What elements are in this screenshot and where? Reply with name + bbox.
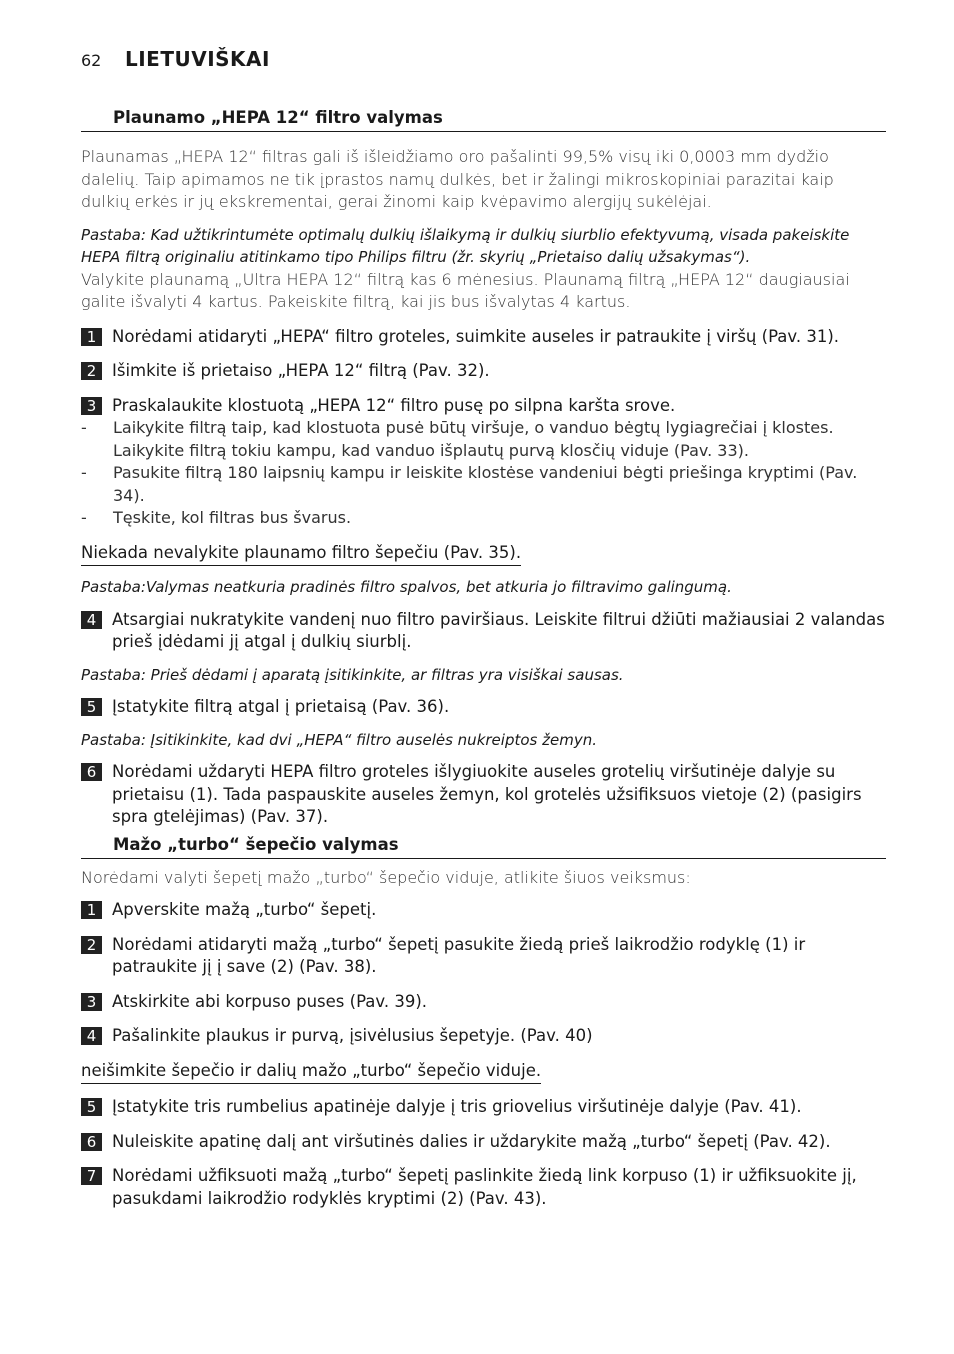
bullet-text: Laikykite filtrą taip, kad klostuota pusė būtų viršuje, o vanduo bėgtų lygiagrečiai į klostes. Laikykite filtrą tokiu kampu, kad vanduo išplautų purvą klosčių viduje (Pav. 33). xyxy=(113,418,834,460)
step-item xyxy=(81,1131,886,1154)
step-number: 3 xyxy=(81,993,102,1011)
step-item xyxy=(81,326,886,349)
step-item xyxy=(81,696,886,719)
step-number: 6 xyxy=(81,1133,102,1151)
section-title-turbo: Mažo „turbo“ šepečio valymas xyxy=(81,833,886,859)
page-content xyxy=(81,106,886,1210)
step-text: Pašalinkite plaukus ir purvą, įsivėlusius šepetyje. (Pav. 40) xyxy=(112,1026,593,1045)
step-item xyxy=(81,991,886,1014)
hepa-warning: Niekada nevalykite plaunamo filtro šepečiu (Pav. 35). xyxy=(81,542,521,567)
step-text: Nuleiskite apatinę dalį ant viršutinės dalies ir uždarykite mažą „turbo“ šepetį (Pav. 42). xyxy=(112,1131,831,1151)
step-number: 7 xyxy=(81,1167,102,1185)
hepa-cleaning-interval: Valykite plaunamą „Ultra HEPA 12“ filtrą kas 6 mėnesius. Plaunamą filtrą „HEPA 12“ daugiausiai galite išvalyti 4 kartus. Pakeiskite filtrą, kai jis bus išvalytas 4 kartus. xyxy=(81,269,850,311)
step-text: Apverskite mažą „turbo“ šepetį. xyxy=(112,900,377,919)
bullet-dash: - xyxy=(81,463,87,482)
step-text: Norėdami užfiksuoti mažą „turbo“ šepetį paslinkite žiedą link korpuso (1) ir užfiksuokite jį, pasukdami laikrodžio rodyklės kryptimi (2) (Pav. 43). xyxy=(112,1166,857,1208)
bullet-text: Tęskite, kol filtras bus švarus. xyxy=(113,508,352,527)
step-text: Norėdami atidaryti mažą „turbo“ šepetį pasukite žiedą prieš laikrodžio rodyklę (1) ir patraukite jį į save (2) (Pav. 38). xyxy=(112,934,806,976)
step-number: 4 xyxy=(81,1027,102,1045)
step-number: 4 xyxy=(81,611,102,629)
turbo-intro: Norėdami valyti šepetį mažo „turbo“ šepečio viduje, atlikite šiuos veiksmus: xyxy=(81,867,691,887)
step-item xyxy=(81,899,886,922)
step-item xyxy=(81,934,886,979)
section-title-hepa: Plaunamo „HEPA 12“ filtro valymas xyxy=(81,106,886,132)
hepa-note-dry: Pastaba: Prieš dėdami į aparatą įsitikinkite, ar filtras yra visiškai sausas. xyxy=(81,665,624,684)
turbo-warning: neišimkite šepečio ir dalių mažo „turbo“ šepečio viduje. xyxy=(81,1060,541,1085)
step-text: Išimkite iš prietaiso „HEPA 12“ filtrą (Pav. 32). xyxy=(112,361,490,380)
step-number: 2 xyxy=(81,362,102,380)
list-item xyxy=(81,462,886,507)
language-heading: LIETUVIŠKAI xyxy=(125,47,270,71)
rinse-bullet-list xyxy=(81,417,886,530)
step-text: Įstatykite filtrą atgal į prietaisą (Pav. 36). xyxy=(112,697,450,716)
step-text: Atskirkite abi korpuso puses (Pav. 39). xyxy=(112,991,428,1011)
hepa-note-tabs: Pastaba: Įsitikinkite, kad dvi „HEPA“ filtro auselės nukreiptos žemyn. xyxy=(81,730,597,749)
page-number: 62 xyxy=(81,51,102,70)
list-item xyxy=(81,507,886,530)
hepa-note-color: Pastaba:Valymas neatkuria pradinės filtro spalvos, bet atkuria jo filtravimo galingumą. xyxy=(81,578,732,596)
step-number: 6 xyxy=(81,763,102,781)
step-item xyxy=(81,1025,886,1048)
step-text: Atsargiai nukratykite vandenį nuo filtro paviršiaus. Leiskite filtrui džiūti mažiausiai 2 valandas prieš įdėdami jį atgal į dulkių siurblį. xyxy=(112,609,885,651)
step-number: 3 xyxy=(81,397,102,415)
step-number: 2 xyxy=(81,936,102,954)
step-text: Praskalaukite klostuotą „HEPA 12“ filtro pusę po silpna karšta srove. xyxy=(112,395,676,415)
step-item xyxy=(81,1165,886,1210)
step-item xyxy=(81,395,886,418)
page-header xyxy=(81,47,270,71)
step-text: Norėdami atidaryti „HEPA“ filtro groteles, suimkite auseles ir patraukite į viršų (Pav. 31). xyxy=(112,326,840,346)
step-item xyxy=(81,360,886,383)
hepa-note-original-filter: Pastaba: Kad užtikrintumėte optimalų dulkių išlaikymą ir dulkių siurblio efektyvumą, visada pakeiskite HEPA filtrą originaliu atitinkamo tipo Philips filtru (žr. skyrių „Prietaiso dalių užsakymas“). xyxy=(81,225,850,266)
step-text: Norėdami uždaryti HEPA filtro groteles išlygiuokite auseles grotelių viršutinėje dalyje su prietaisu (1). Tada paspauskite auseles žemyn, kol grotelės užsifiksuos vietoje (2) (pasigirs spra gtelėjimas) (Pav. 37). xyxy=(112,762,862,826)
list-item xyxy=(81,417,886,462)
step-number: 5 xyxy=(81,1098,102,1116)
step-number: 1 xyxy=(81,901,102,919)
bullet-text: Pasukite filtrą 180 laipsnių kampu ir leiskite klostėse vandeniui bėgti priešinga kryptimi (Pav. 34). xyxy=(113,463,858,505)
step-number: 5 xyxy=(81,698,102,716)
bullet-dash: - xyxy=(81,418,87,437)
step-item xyxy=(81,761,886,829)
step-item xyxy=(81,1096,886,1119)
step-item xyxy=(81,609,886,654)
step-number: 1 xyxy=(81,328,102,346)
hepa-intro: Plaunamas „HEPA 12“ filtras gali iš išleidžiamo oro pašalinti 99,5% visų iki 0,0003 mm dydžio dalelių. Taip apimamos ne tik įprastos namų dulkės, bet ir žalingi mikroskopiniai parazitai kaip dulkių erkės ir jų ekskrementai, gerai žinomi kaip kvėpavimo alergijų sukėlėjai. xyxy=(81,147,834,211)
step-text: Įstatykite tris rumbelius apatinėje dalyje į tris griovelius viršutinėje dalyje (Pav. 41). xyxy=(112,1097,802,1116)
bullet-dash: - xyxy=(81,508,87,527)
